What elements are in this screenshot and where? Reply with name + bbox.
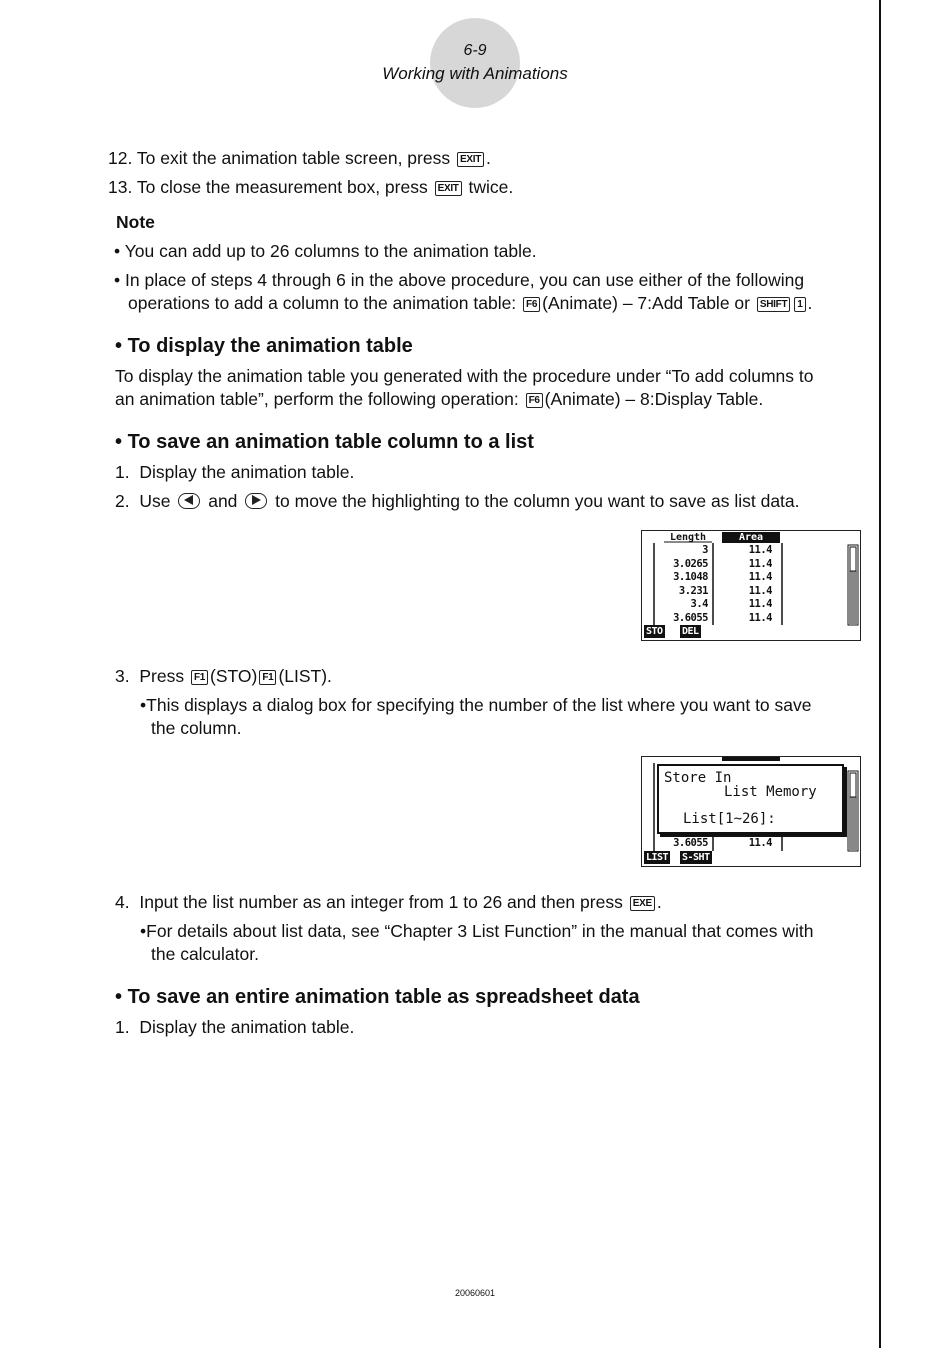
- f1-key-icon: F1: [259, 670, 276, 685]
- step-text: To exit the animation table screen, press: [136, 148, 451, 168]
- function-key-del: DEL: [682, 626, 699, 637]
- one-key-icon: 1: [794, 297, 805, 312]
- dialog-line-2: List Memory: [724, 784, 817, 800]
- step-12: 12. To exit the animation table screen, press EXIT .: [108, 148, 491, 168]
- calculator-screen-animation-table: [641, 530, 861, 641]
- area-column: [734, 544, 772, 625]
- note-bullet-2: • In place of steps 4 through 6 in the above procedure, you can use either of the following: [114, 270, 805, 290]
- table-cell: 11.4: [748, 837, 772, 849]
- area-column: [734, 837, 772, 851]
- step4-bullet-cont: the calculator.: [151, 944, 259, 964]
- section-heading-save-spreadsheet: • To save an entire animation table as spreadsheet data: [115, 986, 640, 1008]
- section3-step-1: 1. Display the animation table.: [115, 1017, 355, 1037]
- table-cell: 3.0265: [673, 557, 708, 570]
- exit-key-icon: EXIT: [435, 181, 462, 196]
- left-arrow-key-icon: [178, 493, 200, 509]
- exit-key-icon: EXIT: [457, 152, 484, 167]
- store-in-list-dialog: [657, 764, 844, 834]
- step3-bullet-cont: the column.: [151, 718, 242, 738]
- step-13: 13. To close the measurement box, press EXIT twice.: [108, 177, 514, 197]
- section-heading-display-table: • To display the animation table: [115, 335, 413, 357]
- note-bullet-2-cont: operations to add a column to the animation table: F6 (Animate) – 7:Add Table or SHIFT 1 .: [128, 293, 813, 313]
- table-cell: 3.6055: [673, 837, 708, 849]
- section1-line1: To display the animation table you generated with the procedure under “To add columns to: [115, 366, 814, 386]
- length-column: [656, 544, 708, 625]
- page-title: Working with Animations: [382, 64, 568, 83]
- section2-step-4: 4. Input the list number as an integer from 1 to 26 and then press EXE .: [115, 892, 662, 912]
- right-arrow-key-icon: [245, 493, 267, 509]
- table-cell: 11.4: [748, 598, 772, 610]
- step-number: 12.: [108, 148, 133, 168]
- column-header-length: Length: [669, 532, 707, 543]
- table-cell: 11.4: [748, 611, 772, 624]
- table-cell: 11.4: [748, 571, 772, 583]
- function-key-sto: STO: [646, 626, 663, 637]
- table-cell: 11.4: [748, 584, 772, 597]
- calculator-screen-store-dialog: [641, 756, 861, 867]
- table-cell: 3.231: [678, 584, 708, 597]
- table-cell: 3.4: [690, 598, 708, 610]
- exe-key-icon: EXE: [630, 896, 655, 911]
- f6-key-icon: F6: [523, 297, 540, 312]
- table-cell: 3.6055: [673, 611, 708, 624]
- function-key-list: LIST: [646, 852, 669, 863]
- table-cell: 11.4: [748, 557, 772, 570]
- section2-step-1: 1. Display the animation table.: [115, 462, 355, 482]
- column-header-area: Area: [722, 532, 780, 543]
- f1-key-icon: F1: [191, 670, 208, 685]
- table-cell: 11.4: [748, 544, 772, 556]
- header-circle: [430, 18, 520, 108]
- table-cell: 3.1048: [673, 571, 708, 583]
- dialog-line-1: Store In: [664, 770, 732, 786]
- step-text: To close the measurement box, press: [136, 177, 428, 197]
- length-column: [656, 837, 708, 851]
- function-key-s-sht: S-SHT: [682, 852, 710, 863]
- note-bullet-1: • You can add up to 26 columns to the animation table.: [114, 241, 537, 261]
- section2-step-2: 2. Use and to move the highlighting to the column you want to save as list data.: [115, 491, 800, 511]
- step-number: 13.: [108, 177, 133, 197]
- note-title: Note: [116, 212, 155, 232]
- dialog-line-3: List[1~26]:: [683, 811, 776, 827]
- section-heading-save-column: • To save an animation table column to a list: [115, 431, 534, 453]
- right-margin-rule: [879, 0, 881, 1348]
- step3-bullet: •This displays a dialog box for specifying the number of the list where you want to save: [140, 695, 812, 715]
- section1-line2: an animation table”, perform the following operation: F6 (Animate) – 8:Display Table.: [115, 389, 764, 409]
- f6-key-icon: F6: [526, 393, 543, 408]
- footer-date-code: 20060601: [454, 1288, 496, 1298]
- table-cell: 3: [702, 544, 708, 556]
- section2-step-3: 3. Press F1 (STO) F1 (LIST).: [115, 666, 332, 686]
- shift-key-icon: SHIFT: [757, 297, 790, 312]
- step4-bullet: •For details about list data, see “Chapter 3 List Function” in the manual that comes with: [140, 921, 814, 941]
- page-number: 6-9: [463, 42, 487, 59]
